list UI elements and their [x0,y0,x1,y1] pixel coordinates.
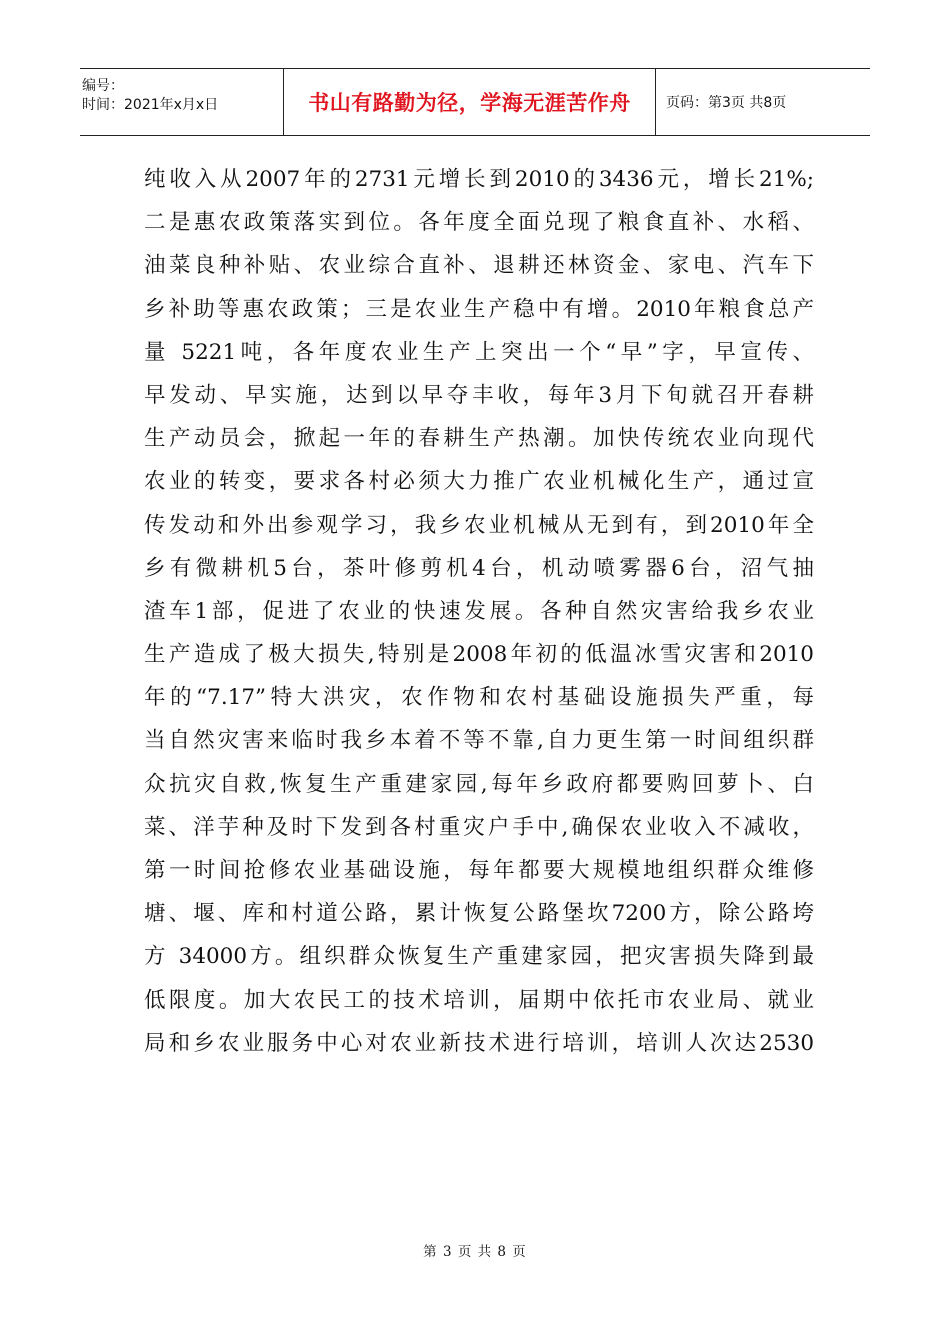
text-line: 二是惠农政策落实到位。各年度全面兑现了粮食直补、水稻、 [144,210,814,236]
motto-text: 书山有路勤为径，学海无涯苦作舟 [308,91,631,115]
text-line: 农业的转变，要求各村必须大力推广农业机械化生产，通过宣 [144,469,814,495]
text-line: 生产动员会，掀起一年的春耕生产热潮。加快传统农业向现代 [144,426,814,452]
header-motto-cell [284,69,656,135]
number-label: 编号： [82,78,124,94]
header-page-cell [656,69,870,135]
text-line: 第一时间抢修农业基础设施，每年都要大规模地组织群众维修 [144,858,814,883]
text-line: 塘、堰、库和村道公路，累计恢复公路堡坎7200方，除公路垮 [144,901,814,927]
text-line: 纯收入从2007年的2731元增长到2010的3436元，增长21%; [144,167,814,192]
page-info: 页码：第3页 共8页 [666,95,787,111]
text-line: 早发动、早实施，达到以早夺丰收，每年3月下旬就召开春耕 [144,382,814,408]
text-line: 油菜良种补贴、农业综合直补、退耕还林资金、家电、汽车下 [144,253,814,279]
text-line: 传发动和外出参观学习，我乡农业机械从无到有，到2010年全 [144,512,814,538]
date-label: 时间：2021年x月x日 [82,97,219,113]
text-line: 低限度。加大农民工的技术培训，届期中依托市农业局、就业 [144,987,814,1013]
text-line: 方 34000方。组织群众恢复生产重建家园，把灾害损失降到最 [144,944,814,970]
text-line: 菜、洋芋种及时下发到各村重灾户手中,确保农业收入不减收， [144,814,814,840]
text-line: 当自然灾害来临时我乡本着不等不靠,自力更生第一时间组织群 [144,728,814,754]
text-line: 年的“7.17”特大洪灾，农作物和农村基础设施损失严重，每 [144,685,814,711]
body-text [144,158,814,1065]
page-footer [0,1240,950,1260]
document-header [80,68,870,136]
footer-page-number: 第 3 页 共 8 页 [423,1244,527,1260]
header-meta-cell [80,69,284,135]
text-line: 渣车1部，促进了农业的快速发展。各种自然灾害给我乡农业 [144,598,814,624]
text-line: 乡补助等惠农政策；三是农业生产稳中有增。2010年粮食总产 [144,296,814,322]
text-line: 众抗灾自救,恢复生产重建家园,每年乡政府都要购回萝卜、白 [144,771,814,797]
text-line: 局和乡农业服务中心对农业新技术进行培训，培训人次达2530 [144,1030,814,1056]
text-line: 乡有微耕机5台，茶叶修剪机4台，机动喷雾器6台，沼气抽 [144,555,814,581]
text-line: 生产造成了极大损失,特别是2008年初的低温冰雪灾害和2010 [144,642,814,668]
text-line: 量 5221吨，各年度农业生产上突出一个“早”字，早宣传、 [144,339,814,365]
